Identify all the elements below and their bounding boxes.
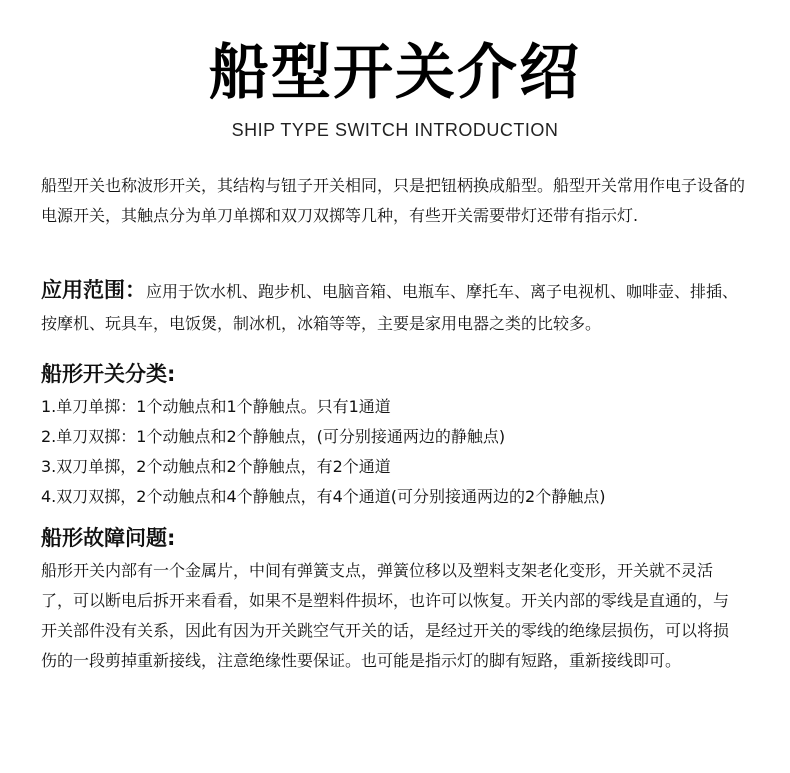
application-scope	[41, 274, 753, 340]
application-scope-heading: 应用范围：	[41, 278, 146, 302]
classification-item: 1.单刀单掷：1个动触点和1个静触点。只有1通道	[41, 397, 391, 416]
classification-item: 4.双刀双掷，2个动触点和4个静触点，有4个通道(可分别接通两边的2个静触点)	[41, 487, 606, 506]
classification-heading: 船形开关分类:	[41, 362, 176, 386]
classification-item: 3.双刀单掷，2个动触点和2个静触点，有2个通道	[41, 457, 391, 476]
intro-paragraph: 船型开关也称波形开关，其结构与钮子开关相同，只是把钮柄换成船型。船型开关常用作电子设备的电源开关，其触点分为单刀单掷和双刀双掷等几种，有些开关需要带灯还带有指示灯.	[41, 176, 746, 225]
page-subtitle: SHIP TYPE SWITCH INTRODUCTION	[231, 120, 559, 140]
classification-item: 2.单刀双掷：1个动触点和2个静触点，(可分别接通两边的静触点)	[41, 427, 506, 446]
page-title: 船型开关介绍	[209, 38, 581, 108]
classification-list	[41, 392, 753, 512]
application-scope-text: 应用于饮水机、跑步机、电脑音箱、电瓶车、摩托车、离子电视机、咖啡壶、排插、按摩机、玩具车，电饭煲，制冰机，冰箱等等，主要是家用电器之类的比较多。	[41, 282, 739, 333]
fault-paragraph: 船形开关内部有一个金属片，中间有弹簧支点，弹簧位移以及塑料支架老化变形，开关就不灵活了，可以断电后拆开来看看，如果不是塑料件损坏，也许可以恢复。开关内部的零线是直通的，与开关部件没有关系，因此有因为开关跳空气开关的话，是经过开关的零线的绝缘层损伤，可以将损伤的一段剪掉重新接线，注意绝缘性要保证。也可能是指示灯的脚有短路，重新接线即可。	[41, 561, 730, 670]
fault-heading: 船形故障问题:	[41, 526, 176, 550]
